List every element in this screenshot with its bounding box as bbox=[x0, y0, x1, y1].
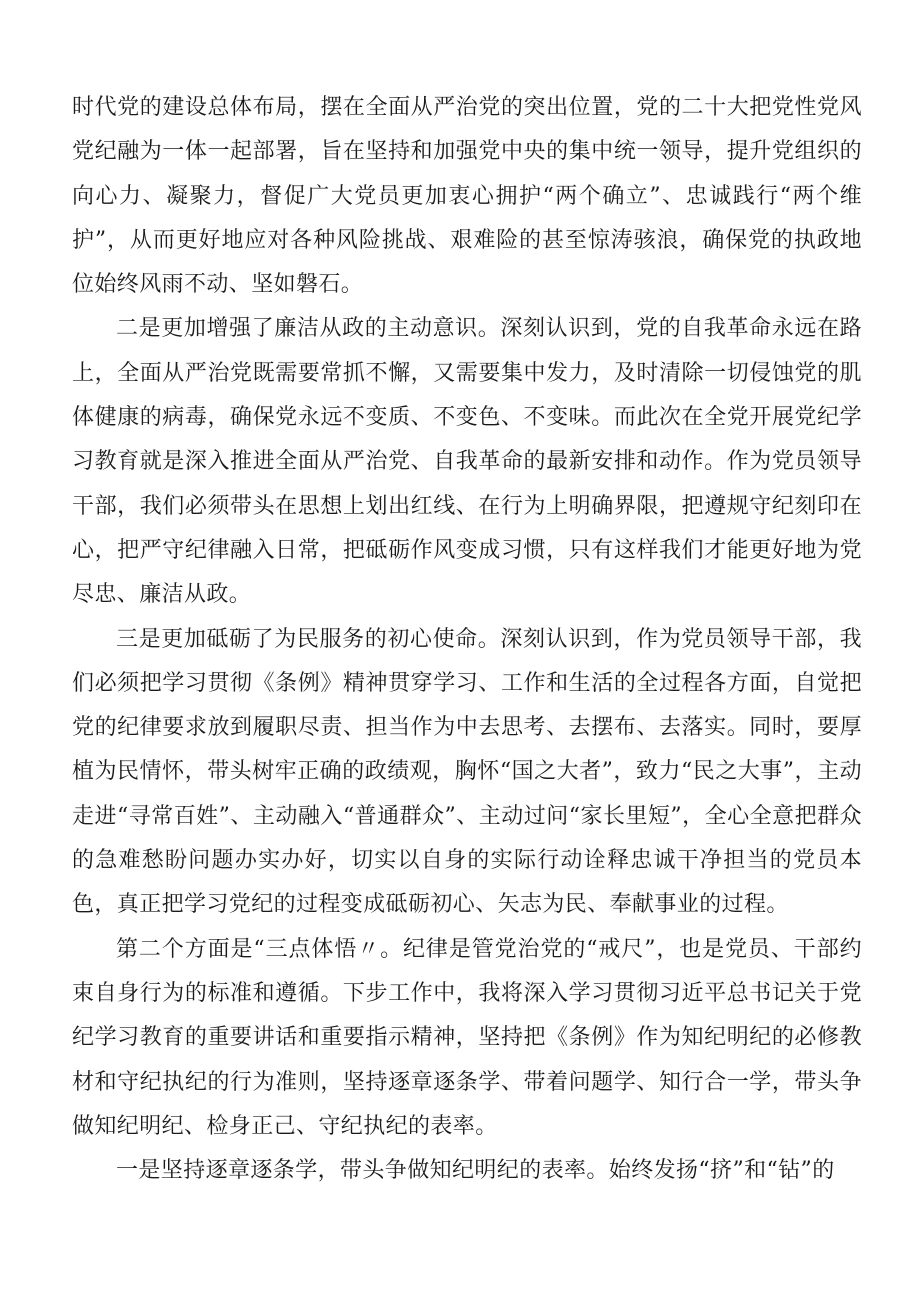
document-page bbox=[72, 86, 862, 1193]
paragraph-continuation: 时代党的建设总体布局，摆在全面从严治党的突出位置，党的二十大把党性党风党纪融为一体一起部署，旨在坚持和加强党中央的集中统一领导，提升党组织的向心力、凝聚力，督促广大党员更加衷心拥护“两个确立”、忠诚践行“两个维护”，从而更好地应对各种风险挑战、艰难险的甚至惊涛骇浪，确保党的执政地位始终风雨不动、坚如磐石。 bbox=[72, 95, 862, 298]
paragraph-second-aspect: 第二个方面是“三点体悟〃。纪律是管党治党的“戒尺”，也是党员、干部约束自身行为的标准和遵循。下步工作中，我将深入学习贯彻习近平总书记关于党纪学习教育的重要讲话和重要指示精神，坚持把《条例》作为知纪明纪的必修教材和守纪执纪的行为准则，坚持逐章逐条学、带着问题学、知行合一学，带头争做知纪明纪、检身正己、守纪执纪的表率。 bbox=[72, 936, 862, 1139]
paragraph-study-chapters: 一是坚持逐章逐条学，带头争做知纪明纪的表率。始终发扬“挤”和“钻”的 bbox=[116, 1158, 835, 1184]
paragraph-serve-people: 三是更加砥砺了为民服务的初心使命。深刻认识到，作为党员领导干部，我们必须把学习贯彻《条例》精神贯穿学习、工作和生活的全过程各方面，自觉把党的纪律要求放到履职尽责、担当作为中去思考、去摆布、去落实。同时，要厚植为民情怀，带头树牢正确的政绩观，胸怀“国之大者”，致力“民之大事”，主动走进“寻常百姓”、主动融入“普通群众”、主动过问“家长里短”，全心全意把群众的急难愁盼问题办实办好，切实以自身的实际行动诠释忠诚干净担当的党员本色，真正把学习党纪的过程变成砥砺初心、矢志为民、奉献事业的过程。 bbox=[72, 626, 862, 918]
paragraph-integrity-awareness: 二是更加增强了廉洁从政的主动意识。深刻认识到，党的自我革命永远在路上，全面从严治党既需要常抓不懈，又需要集中发力，及时清除一切侵蚀党的肌体健康的病毒，确保党永远不变质、不变色、不变味。而此次在全党开展党纪学习教育就是深入推进全面从严治党、自我革命的最新安排和动作。作为党员领导干部，我们必须带头在思想上划出红线、在行为上明确界限，把遵规守纪刻印在心，把严守纪律融入日常，把砥砺作风变成习惯，只有这样我们才能更好地为党尽忠、廉洁从政。 bbox=[72, 316, 862, 608]
